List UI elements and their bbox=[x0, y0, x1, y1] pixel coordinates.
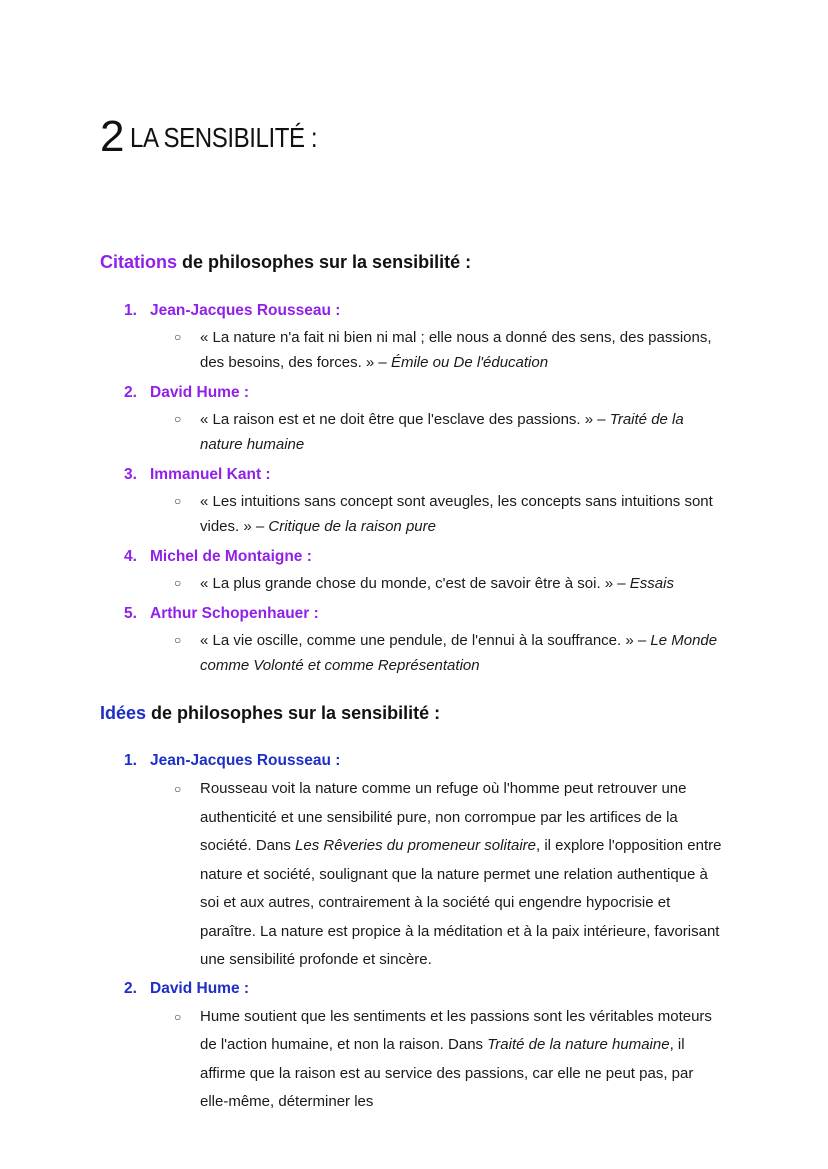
idees-list bbox=[0, 747, 828, 1117]
list-item bbox=[0, 461, 828, 539]
item-number: 5. bbox=[124, 605, 137, 622]
circle-bullet-icon: ○ bbox=[174, 494, 182, 508]
list-item bbox=[0, 297, 828, 375]
philosopher-name: David Hume : bbox=[150, 384, 250, 401]
source-title: Traité de la nature humaine bbox=[200, 411, 684, 453]
item-number: 2. bbox=[124, 384, 137, 401]
item-number: 3. bbox=[124, 466, 137, 483]
section-number: 2 bbox=[100, 112, 124, 161]
idea-paragraph: ○ Rousseau voit la nature comme un refuge où l'homme peut retrouver une authenticité et une sensibilité pure, non corrompue par les artifices de la société. Dans Les Rêveries du promeneur solitaire, il explore l'opposition entre nature et société, soulignant que la nature permet une relation authentique à soi et aux autres, contrairement à la société qui engendre hypocrisie et paraître. La nature est propice à la méditation et à la paix intérieure, favorisant une sensibilité profonde et sincère. bbox=[0, 775, 725, 975]
source-title: Essais bbox=[629, 575, 674, 592]
item-number: 1. bbox=[124, 302, 137, 319]
philosopher-name: Jean-Jacques Rousseau : bbox=[150, 302, 341, 319]
circle-bullet-icon: ○ bbox=[174, 576, 182, 590]
circle-bullet-icon: ○ bbox=[174, 633, 182, 647]
item-number: 4. bbox=[124, 548, 137, 565]
idees-heading-rest: de philosophes sur la sensibilité : bbox=[146, 703, 441, 723]
citations-heading bbox=[100, 252, 471, 273]
list-item bbox=[0, 975, 828, 1117]
philosopher-name: Arthur Schopenhauer : bbox=[150, 605, 319, 622]
circle-bullet-icon: ○ bbox=[174, 330, 182, 344]
work-title: Traité de la nature humaine bbox=[487, 1036, 670, 1053]
idea-paragraph: ○ Hume soutient que les sentiments et les passions sont les véritables moteurs de l'action humaine, et non la raison. Dans Traité de la nature humaine, il affirme que la raison est au service des passions, car elle ne peut pas, par elle-même, déterminer les bbox=[0, 1003, 725, 1117]
circle-bullet-icon: ○ bbox=[174, 782, 182, 796]
source-title: Émile ou De l'éducation bbox=[390, 354, 549, 371]
quote: ○ « La nature n'a fait ni bien ni mal ; elle nous a donné des sens, des passions, des besoins, des forces. » – Émile ou De l'éducation bbox=[0, 325, 725, 375]
list-item bbox=[0, 379, 828, 457]
list-item bbox=[0, 600, 828, 678]
citations-keyword: Citations bbox=[100, 252, 178, 272]
idees-heading bbox=[100, 703, 440, 724]
citations-list bbox=[0, 297, 828, 678]
circle-bullet-icon: ○ bbox=[174, 412, 182, 426]
circle-bullet-icon: ○ bbox=[174, 1009, 182, 1024]
quote: ○ « La raison est et ne doit être que l'esclave des passions. » – Traité de la nature humaine bbox=[0, 407, 725, 457]
citations-heading-rest: de philosophes sur la sensibilité : bbox=[177, 252, 472, 272]
item-number: 2. bbox=[124, 979, 137, 997]
quote: ○ « Les intuitions sans concept sont aveugles, les concepts sans intuitions sont vides. » – Critique de la raison pure bbox=[0, 489, 725, 539]
source-title: Le Monde comme Volonté et comme Représentation bbox=[200, 632, 718, 674]
philosopher-name: Michel de Montaigne : bbox=[150, 548, 312, 565]
list-item bbox=[0, 747, 828, 975]
work-title: Les Rêveries du promeneur solitaire bbox=[295, 837, 536, 854]
quote: ○ « La vie oscille, comme une pendule, de l'ennui à la souffrance. » – Le Monde comme Volonté et comme Représentation bbox=[0, 628, 725, 678]
page-title bbox=[100, 112, 348, 162]
philosopher-name: Immanuel Kant : bbox=[150, 466, 271, 483]
section-title: LA SENSIBILITÉ : bbox=[129, 122, 318, 153]
philosopher-name: Jean-Jacques Rousseau : bbox=[150, 752, 341, 769]
quote: ○ « La plus grande chose du monde, c'est de savoir être à soi. » – Essais bbox=[0, 571, 725, 596]
item-number: 1. bbox=[124, 752, 137, 769]
philosopher-name: David Hume : bbox=[150, 979, 250, 997]
list-item bbox=[0, 543, 828, 596]
source-title: Critique de la raison pure bbox=[268, 518, 436, 535]
idees-keyword: Idées bbox=[100, 703, 147, 723]
